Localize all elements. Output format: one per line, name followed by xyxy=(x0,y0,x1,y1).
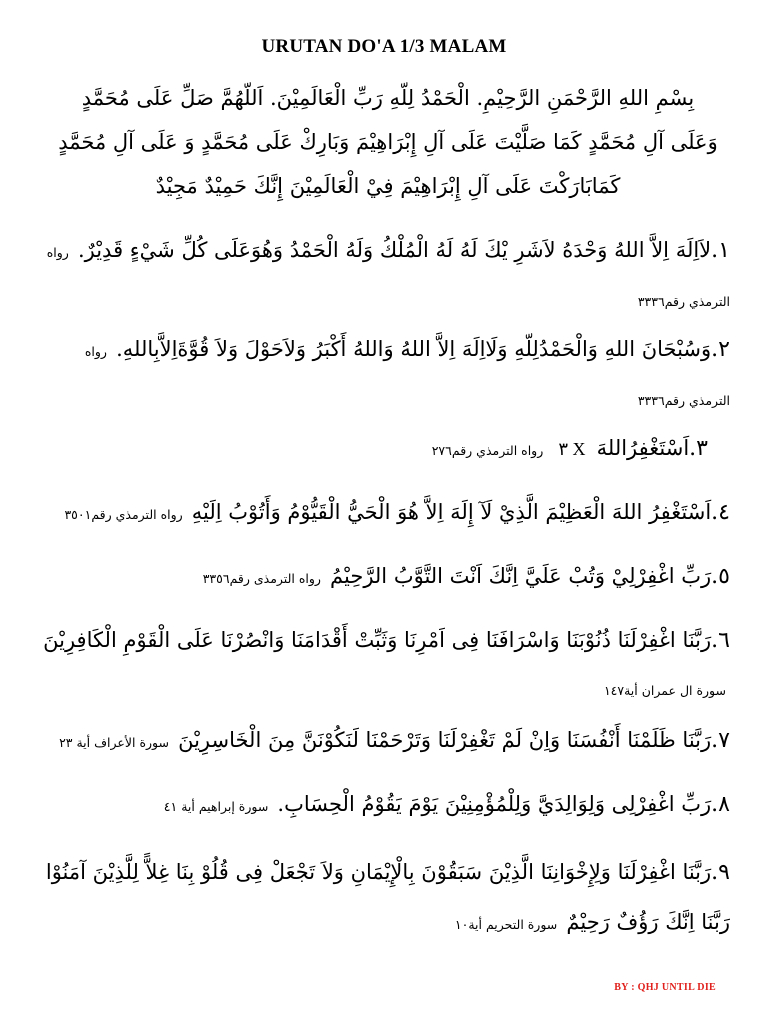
prayer-item-8 xyxy=(40,780,730,831)
prayer-item-9 xyxy=(40,848,730,949)
prayer-item-2 xyxy=(40,325,730,425)
item-number: ٢. xyxy=(711,337,730,362)
item-reference: سورة التحريم أية١٠ xyxy=(454,917,558,932)
prayer-item-4 xyxy=(40,488,730,539)
item-reference: رواه الترمذي رقم٣٣٣٦ xyxy=(46,245,730,309)
item-reference: رواه الترمذى رقم٣٣٥٦ xyxy=(202,571,321,586)
item-reference: رواه الترمذي رقم٣٣٣٦ xyxy=(84,344,730,408)
item-text: رَبَّنَا اغْفِرْلَنَا وَلِإِخْوَانِنَا الَّذِيْنَ سَبَقُوْنَ بِالْإِيْمَانِ وَلاَ تَجْعَلْ فِى قُلُوْ بِنَا غِلاًّ لِلَّذِيْنَ آمَنُوْا رَبَّنَا اِنَّكَ رَؤُفٌ رَحِيْمٌ xyxy=(45,860,730,934)
item-text: وَسُبْحَانَ اللهِ وَالْحَمْدُلِلّهِ وَلَااِلَهَ اِلاَّ اللهُ وَاللهُ أَكْبَرُ وَلاَحَوْلَ وَلاَ قُوَّةَاِلاَّبِاللهِ. xyxy=(116,337,712,361)
prayer-item-6 xyxy=(40,616,730,715)
repeat-count: X ٣ xyxy=(558,439,586,459)
item-reference: رواه الترمذي رقم٣٥٠١ xyxy=(64,507,183,522)
prayer-item-1 xyxy=(40,226,730,326)
page-title: URUTAN DO'A 1/3 MALAM xyxy=(261,36,507,57)
item-text: رَبَّنَا ظَلَمْنَا أَنْفُسَنَا وَاِنْ لَمْ تَغْفِرْلَنَا وَتَرْحَمْنَا لَنَكُوْنَنَّ مِنَ الْخَاسِرِيْنَ xyxy=(178,728,712,752)
item-reference: سورة الأعراف أية ٢٣ xyxy=(59,735,169,750)
item-number: ٧. xyxy=(711,728,730,753)
item-number: ٣. xyxy=(689,436,708,461)
opening-prayer: بِسْمِ اللهِ الرَّحْمَنِ الرَّحِيْمِ. الْحَمْدُ لِلّهِ رَبِّ الْعَالَمِيْنَ. اَللّهُمَّ صَلِّ عَلَى مُحَمَّدٍ وَعَلَى آلِ مُحَمَّدٍ كَمَا صَلَّيْتَ عَلَى آلِ إِبْرَاهِيْمَ وَبَارِكْ عَلَى مُحَمَّدٍ وَ عَلَى آلِ مُحَمَّدٍ كَمَابَارَكْتَ عَلَى آلِ إِبْرَاهِيْمَ فِيْ الْعَالَمِيْنَ إِنَّكَ حَمِيْدٌ مَجِيْدٌ xyxy=(58,86,718,198)
item-text: لاَاِلَهَ اِلاَّ اللهُ وَحْدَهُ لاَشَرِ يْكَ لَهُ لَهُ الْمُلْكُ وَلَهُ الْحَمْدُ وَهُوَعَلَى كُلِّ شَيْءٍ قَدِيْرٌ. xyxy=(77,238,712,262)
item-reference: سورة إبراهيم أية ٤١ xyxy=(163,799,269,814)
item-text: رَبِّ اغْفِرْلِى وَلِوَالِدَيَّ وَلِلْمُؤْمِنِيْنَ يَوْمَ يَقُوْمُ الْحِسَابِ. xyxy=(277,792,712,816)
prayer-item-5 xyxy=(40,552,730,603)
item-number: ٨. xyxy=(711,792,730,817)
item-number: ١. xyxy=(711,238,730,263)
item-number: ٦. xyxy=(711,628,730,653)
prayer-item-3 xyxy=(432,424,708,475)
item-number: ٥. xyxy=(711,564,730,589)
item-reference: سورة ال عمران أية١٤٧ xyxy=(603,683,726,698)
item-text: رَبِّ اغْفِرْلِيْ وَتُبْ عَلَيَّ اِنَّكَ اَنْتَ التَّوَّبُ الرَّحِيْمُ xyxy=(330,564,712,588)
item-text: اَسْتَغْفِرُاللهَ xyxy=(596,436,690,460)
author-credit: BY : QHJ UNTIL DIE xyxy=(614,982,716,993)
item-number: ٩. xyxy=(711,860,730,885)
prayer-item-7 xyxy=(40,716,730,767)
item-text: اَسْتَغْفِرُ اللهَ الْعَظِيْمَ الَّذِيْ لَآ إِلَهَ اِلاَّ هُوَ الْحَيُّ الْقَيُّوْمُ وَأَتُوْبُ اِلَيْهِ xyxy=(191,500,712,524)
item-reference: رواه الترمذي رقم٢٧٦ xyxy=(431,443,544,458)
item-text: رَبَّنَا اغْفِرْلَنَا ذُنُوْبَنَا وَاسْرَافَنَا فِى اَمْرِنَا وَثَبِّتْ أَقْدَامَنَا وَانْصُرْنَا عَلَى الْقَوْمِ الْكَافِرِيْنَ xyxy=(43,628,712,652)
item-number: ٤. xyxy=(711,500,730,525)
